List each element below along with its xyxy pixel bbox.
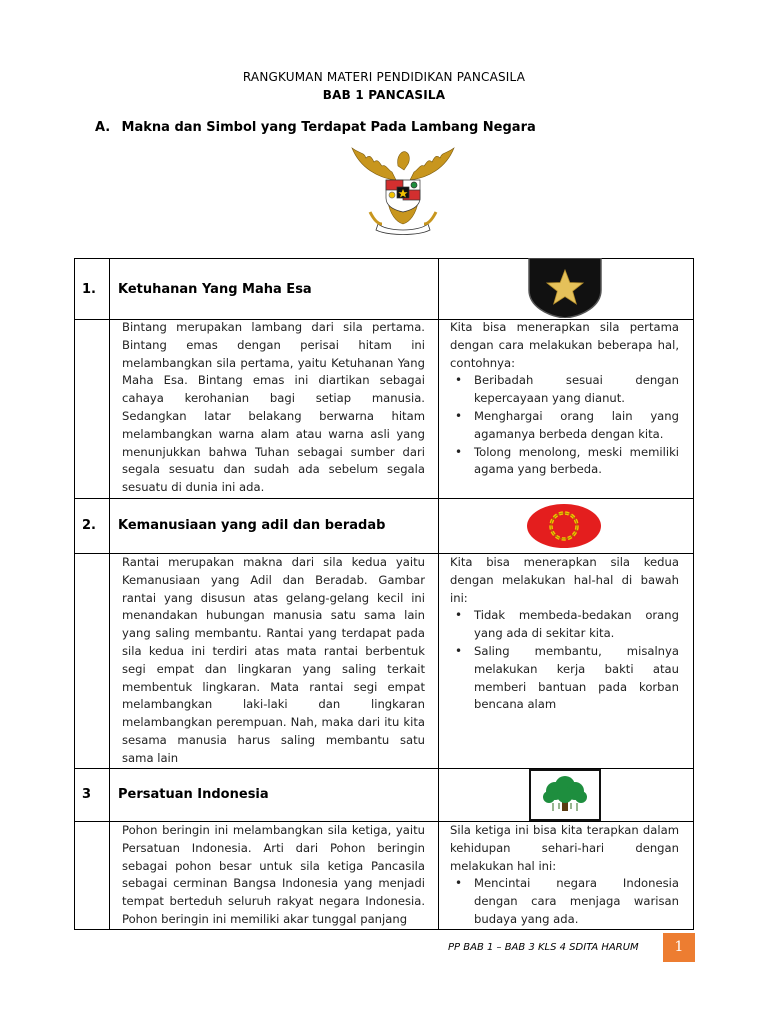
- pancasila-table: [74, 258, 694, 930]
- list-item: • Beribadah sesuai dengan kepercayaan yang dianut.: [450, 372, 679, 408]
- sila-meaning: Rantai merupakan makna dari sila kedua yaitu Kemanusiaan yang Adil dan Beradab. Gambar rantai yang disusun atas gelang-gelang kecil ini menandakan hubungan manusia satu sama lain yang saling membantu. Rantai yang terdapat pada sila kedua ini terdiri atas mata rantai berbentuk segi empat dan lingkaran yang saling terkait membentuk lingkaran. Mata rantai segi empat melambangkan laki-laki dan lingkaran melambangkan perempuan. Nah, maka dari itu kita sesama manusia harus saling membantu satu sama lain: [122, 555, 425, 765]
- banyan-tree-icon: [529, 769, 601, 825]
- garuda-pancasila-icon: [348, 140, 458, 240]
- sila-application: [450, 822, 679, 929]
- page-number: 1: [663, 933, 695, 962]
- sila-meaning: Pohon beringin ini melambangkan sila ketiga, yaitu Persatuan Indonesia. Arti dari Pohon beringin sebagai pohon besar untuk sila ketiga Pancasila sebagai cerminan Bangsa Indonesia yang menjadi tempat berteduh seluruh rakyat negara Indonesia. Pohon beringin ini memiliki akar tunggal panjang: [122, 823, 425, 926]
- table-rule: [74, 768, 694, 769]
- list-item: • Mencintai negara Indonesia dengan cara menjaga warisan budaya yang ada.: [450, 875, 679, 928]
- table-rule: [74, 929, 694, 930]
- sila-application: [450, 554, 679, 714]
- table-rule: [109, 258, 110, 930]
- list-item: • Tolong menolong, meski memiliki agama yang berbeda.: [450, 444, 679, 480]
- sila-meaning: Bintang merupakan lambang dari sila pertama. Bintang emas dengan perisai hitam ini melambangkan sila pertama, yaitu Ketuhanan Yang Maha Esa. Bintang emas ini diartikan sebagai cahaya kerohanian bagi setiap manusia. Sedangkan latar belakang berwarna hitam melambangkan warna alam atau warna asli yang menunjukkan bahwa Tuhan sebagai sumber dari segala sesuatu dan sudah ada sebelum segala sesuatu di dunia ini ada.: [122, 320, 425, 495]
- sila-name: Kemanusiaan yang adil dan beradab: [118, 518, 386, 533]
- application-intro: Sila ketiga ini bisa kita terapkan dalam kehidupan sehari-hari dengan melakukan hal ini:: [450, 823, 679, 873]
- list-item: • Saling membantu, misalnya melakukan kerja bakti atau memberi bantuan pada korban bencana alam: [450, 643, 679, 714]
- table-rule: [74, 258, 75, 930]
- sila-application: [450, 319, 679, 479]
- star-shield-icon: [527, 258, 603, 322]
- document-title: RANGKUMAN MATERI PENDIDIKAN PANCASILA: [242, 70, 526, 84]
- sila-name: Ketuhanan Yang Maha Esa: [118, 282, 312, 297]
- sila-name: Persatuan Indonesia: [118, 787, 269, 802]
- footer-text: PP BAB 1 – BAB 3 KLS 4 SDITA HARUM: [448, 942, 639, 953]
- list-item: • Menghargai orang lain yang agamanya berbeda dengan kita.: [450, 408, 679, 444]
- section-heading-text: Makna dan Simbol yang Terdapat Pada Lambang Negara: [121, 120, 536, 135]
- chain-icon: [526, 503, 602, 553]
- application-intro: Kita bisa menerapkan sila pertama dengan cara melakukan beberapa hal, contohnya:: [450, 320, 679, 370]
- sila-number: 1.: [82, 282, 96, 297]
- sila-number: 3: [82, 787, 92, 802]
- application-intro: Kita bisa menerapkan sila kedua dengan melakukan hal-hal di bawah ini:: [450, 555, 679, 605]
- table-rule: [693, 258, 694, 930]
- table-rule: [438, 258, 439, 930]
- section-heading: [95, 120, 536, 135]
- table-rule: [74, 498, 694, 499]
- list-item: • Tidak membeda-bedakan orang yang ada di sekitar kita.: [450, 607, 679, 643]
- sila-number: 2.: [82, 518, 96, 533]
- document-subtitle: BAB 1 PANCASILA: [322, 88, 446, 102]
- section-letter: A.: [95, 120, 111, 135]
